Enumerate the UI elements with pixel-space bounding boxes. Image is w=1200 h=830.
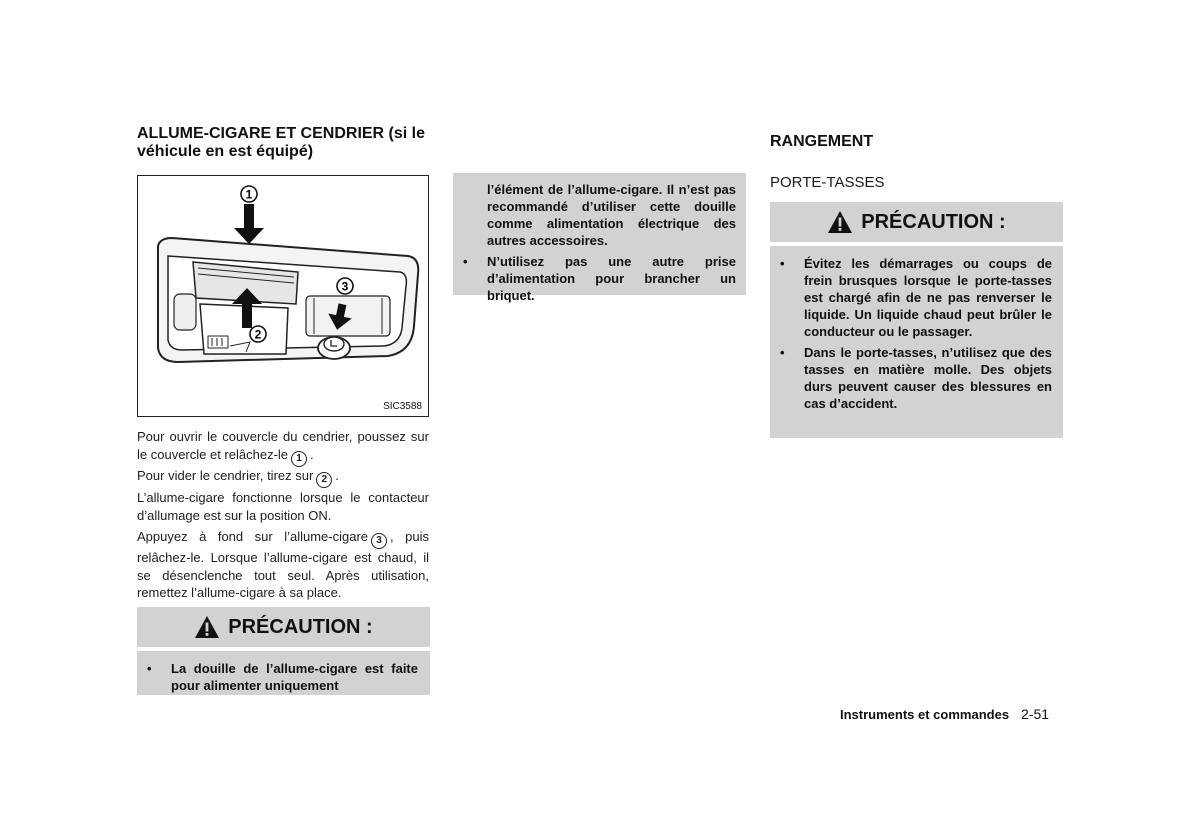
- callout-2-label: 2: [254, 327, 262, 342]
- caution-bullet-continued: [453, 181, 736, 249]
- figure-code: SIC3588: [383, 401, 422, 412]
- caution-bullet: • Dans le porte-tasses, n’utilisez que des tasses en matière molle. Des objets durs peuvent causer des blessures en cas d’accident.: [780, 345, 1052, 411]
- marker-3: 3: [371, 533, 387, 549]
- caution-title-left: PRÉCAUTION :: [228, 615, 373, 638]
- caution-bullet-text: La douille de l’allume-cigare est faite pour alimenter uniquement: [171, 661, 418, 693]
- p1-text: Pour ouvrir le couvercle du cendrier, poussez sur le couvercle et relâchez-le: [137, 429, 429, 462]
- marker-2: 2: [316, 472, 332, 488]
- caution-bullet: • La douille de l’allume-cigare est faite pour alimenter uniquement: [147, 661, 418, 693]
- section-heading-allume-cigare: ALLUME-CIGARE ET CENDRIER (si le véhicule en est équipé): [137, 125, 426, 160]
- subheading-porte-tasses: PORTE-TASSES: [770, 174, 885, 191]
- caution-bullet-text: Dans le porte-tasses, n’utilisez que des tasses en matière molle. Des objets durs peuvent causer des blessures en cas d’accident.: [804, 345, 1052, 411]
- warning-icon: [194, 615, 220, 639]
- paragraph-empty-ashtray: [137, 467, 429, 488]
- paragraph-lighter-ignition: L’allume-cigare fonctionne lorsque le contacteur d’allumage est sur la position ON.: [137, 490, 429, 523]
- page-number: 2-51: [1021, 706, 1050, 722]
- ashtray-lighter-drawing: [138, 176, 428, 416]
- section-heading-rangement: RANGEMENT: [770, 133, 874, 150]
- p1-end: .: [310, 446, 314, 462]
- p4-end: , puis relâchez-le. Lorsque l’allume-cigare est chaud, il se désenclenche tout seul. Après utilisation, remettez l’allume-cigare à sa place.: [137, 529, 429, 600]
- footer-section-title: Instruments et commandes: [840, 707, 1010, 722]
- caution-body-right: [770, 246, 1063, 438]
- p2-end: .: [335, 468, 339, 483]
- caution-body-left: [137, 651, 430, 695]
- p2-text: Pour vider le cendrier, tirez sur: [137, 468, 314, 483]
- caution-bullet-text: N’utilisez pas une autre prise d’alimentation pour brancher un briquet.: [487, 254, 736, 303]
- caution-bullet: • N’utilisez pas une autre prise d’alimentation pour brancher un briquet.: [463, 254, 736, 303]
- marker-1: 1: [291, 451, 307, 467]
- paragraph-lighter-use: [137, 528, 429, 602]
- warning-icon: [827, 210, 853, 234]
- ashtray-lighter-illustration: [137, 175, 429, 417]
- caution-bullet-text: Évitez les démarrages ou coups de frein brusques lorsque le porte-tasses est chargé afin de ne pas renverser le liquide. Un liquide chaud peut brûler le conducteur ou le passager.: [804, 256, 1052, 339]
- caution-bullet: • Évitez les démarrages ou coups de frein brusques lorsque le porte-tasses est chargé afin de ne pas renverser le liquide. Un liquide chaud peut brûler le conducteur ou le passager.: [780, 256, 1052, 339]
- caution-header-left: [137, 607, 430, 647]
- page-footer: [840, 706, 1062, 722]
- caution-body-middle: [453, 173, 746, 303]
- caution-title-right: PRÉCAUTION :: [861, 210, 1006, 233]
- paragraph-open-ashtray: [137, 428, 429, 467]
- callout-3-label: 3: [341, 279, 349, 294]
- caution-bullet-continued-text: l’élément de l’allume-cigare. Il n’est pas recommandé d’utiliser cette douille comme alimentation électrique des autres accessoires.: [487, 182, 736, 248]
- p4-text: Appuyez à fond sur l’allume-cigare: [137, 529, 369, 544]
- caution-header-right: [770, 202, 1063, 242]
- callout-1-label: 1: [245, 187, 253, 202]
